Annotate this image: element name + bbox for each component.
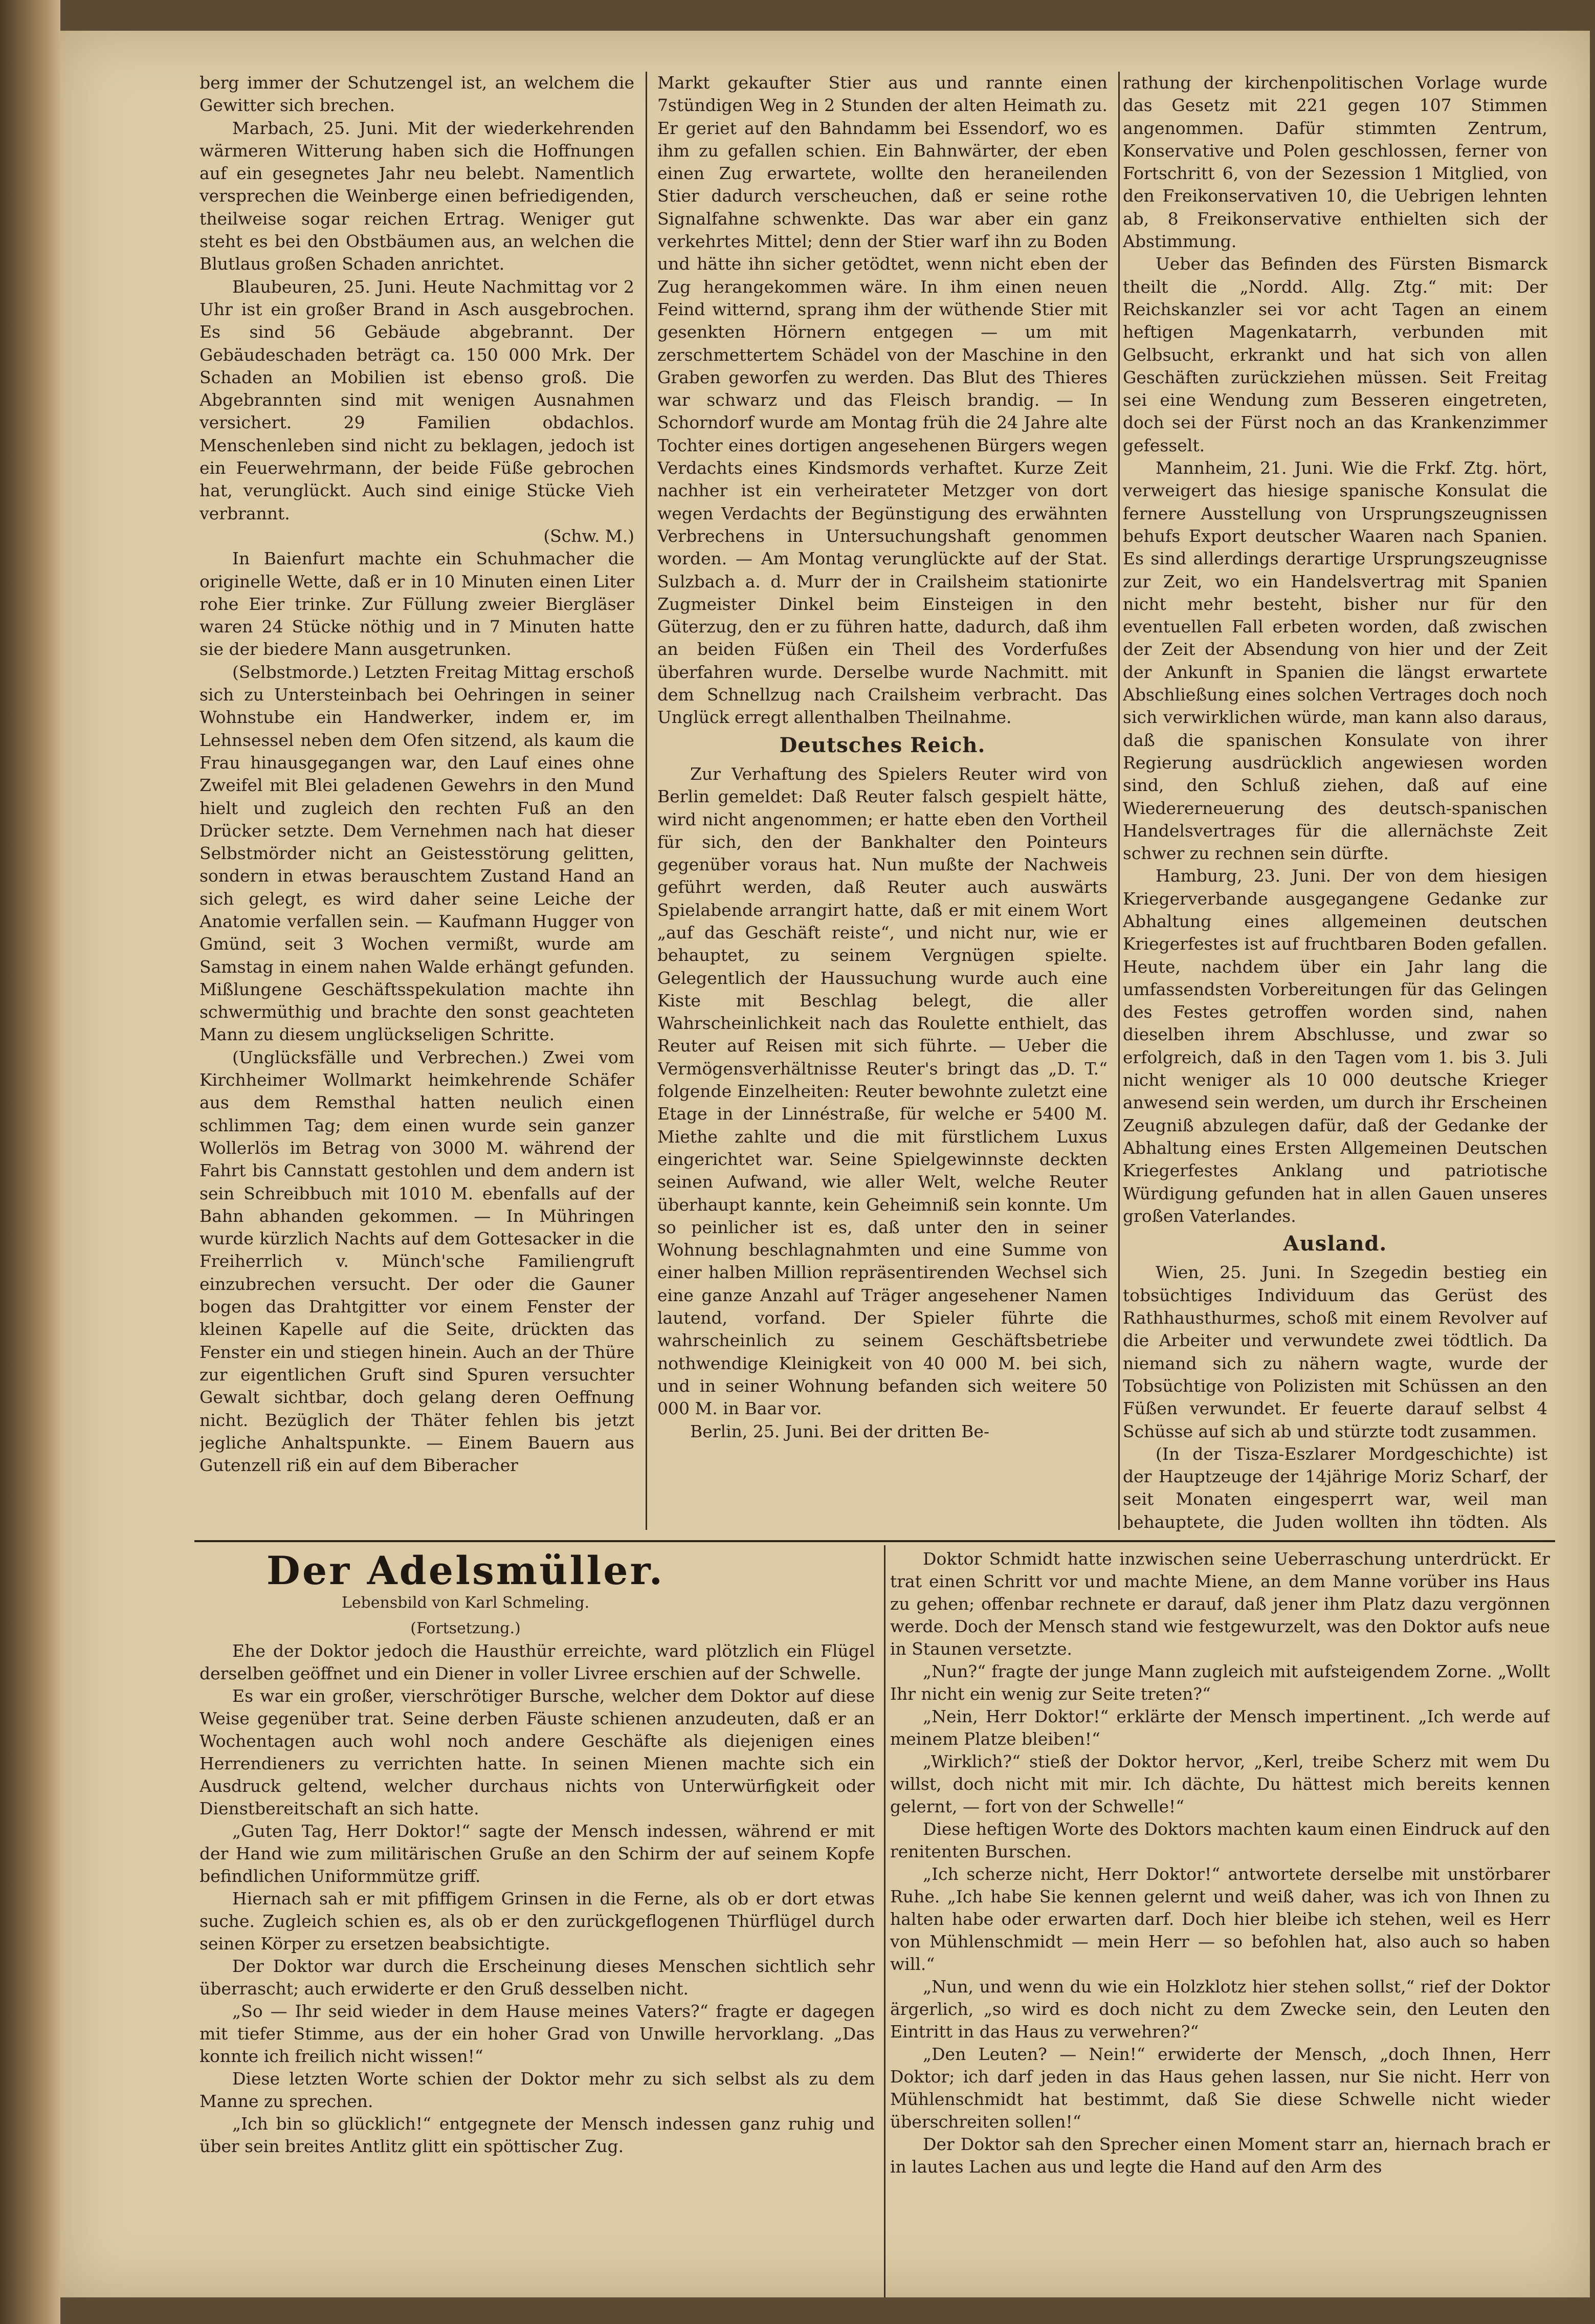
article-paragraph: (In der Tisza-Eszlarer Mordgeschichte) ist der Hauptzeuge der 14jährige Moriz Scharf, der seit Monaten eingesperrt war, weil man behauptete, die Juden wollten ihn tödten. Als — [1123, 1443, 1547, 1532]
article-paragraph: Zur Verhaftung des Spielers Reuter wird von Berlin gemeldet: Daß Reuter falsch gespielt hätte, wird nicht angenommen; er hatte eben den Vortheil für sich, den der Bankhalter den Pointeurs gegenüber voraus hat. Nun mußte der Nachweis geführt werden, daß Reuter auch auswärts Spielabende arrangirt hatte, daß er mit einem Wort „auf das Geschäft reiste“, und nicht nur, wie er behauptet, zu seinem Vergnügen spielte. Gelegentlich der Haussuchung wurde auch eine Kiste mit Beschlag belegt, die aller Wahrscheinlichkeit nach das Roulette enthielt, das Reuter auf Reisen mit sich führte. — Ueber die Vermögensverhältnisse Reuter's bringt das „D. T.“ folgende Einzelheiten: Reuter bewohnte zuletzt eine Etage in der Linnéstraße, für welche er 5400 M. Miethe zahlte und die mit fürstlichem Luxus eingerichtet war. Seine Spielgewinnste deckten seinen Aufwand, wie aller Welt, welche Reuter überhaupt kannte, kein Geheimniß sein konnte. Um so peinlicher ist es, daß unter den in seiner Wohnung beschlagnahmten und eine Summe von einer halben Million repräsentirenden Wechsel sich eine ganze Anzahl auf Träger angesehener Namen lautend, vorfand. Der Spieler führte die wahrscheinlich zu seinem Geschäftsbetriebe nothwendige Kleinigkeit von 40 000 M. bei sich, und in seiner Wohnung befanden sich weitere 50 000 M. in Baar vor. — [657, 763, 1107, 1419]
article-paragraph: Mannheim, 21. Juni. Wie die Frkf. Ztg. hört, verweigert das hiesige spanische Konsulat die fernere Ausstellung von Ursprungszeugnissen behufs Export deutscher Waaren nach Spanien. Es sind allerdings derartige Ursprungszeugnisse zur Zeit, wo ein Handelsvertrag mit Spanien nicht mehr besteht, bisher nur für den eventuellen Fall erbeten worden, daß zwischen der Zeit der Absendung von hier und der Zeit der Ankunft in Spanien die längst erwartete Abschließung eines solchen Vertrages doch noch sich verwirklichen würde, man kann also daraus, daß die spanischen Konsulate von ihrer Regierung ausdrücklich angewiesen worden sind, den Schluß ziehen, daß auf eine Wiedererneuerung des deutsch-spanischen Handelsvertrages für die allernächste Zeit schwer zu rechnen sein dürfte. — [1123, 458, 1547, 864]
column-1 — [200, 72, 634, 1535]
article-paragraph: Markt gekaufter Stier aus und rannte einen 7stündigen Weg in 2 Stunden der alten Heimath zu. Er geriet auf den Bahndamm bei Essendorf, wo es ihm zu gefallen schien. Ein Bahnwärter, der eben einen Zug erwartete, wollte den heraneilenden Stier dadurch verscheuchen, daß er seine rothe Signalfahne schwenkte. Das war aber ein ganz verkehrtes Mittel; denn der Stier warf ihn zu Boden und hätte ihn sicher getödtet, wenn nicht eben der Zug herangekommen wäre. In ihm einen neuen Feind witternd, sprang ihm der wüthende Stier mit gesenkten Hörnern entgegen — um mit zerschmettertem Schädel von der Maschine in den Graben geworfen zu werden. Das Blut des Thieres war schwarz und das Fleisch brandig. — In Schorndorf wurde am Montag früh die 24 Jahre alte Tochter eines dortigen angesehenen Bürgers wegen Verdachts eines Kindsmords verhaftet. Kurze Zeit nachher ist ein verheirateter Metzger von dort wegen Verdachts der Begünstigung des erwähnten Verbrechens in Untersuchungshaft genommen worden. — Am Montag verunglückte auf der Stat. Sulzbach a. d. Murr der in Crailsheim stationirte Zugmeister Dinkel beim Einsteigen in den Güterzug, den er zu führen hatte, dadurch, daß ihm an beiden Füßen ein Theil des Vorderfußes überfahren wurde. Derselbe wurde Nachmitt. mit dem Schnellzug nach Crailsheim verbracht. Das Unglück erregt allenthalben Theilnahme. — [657, 73, 1107, 728]
story-paragraph: Der Doktor sah den Sprecher einen Moment starr an, hiernach brach er in lautes Lachen aus und legte die Hand auf den Arm des — [890, 2134, 1550, 2177]
column-divider — [1118, 72, 1120, 1530]
article-paragraph: (Selbstmorde.) Letzten Freitag Mittag erschoß sich zu Untersteinbach bei Oehringen in seiner Wohnstube ein Handwerker, indem er, im Lehnsessel neben dem Ofen sitzend, als kaum die Frau hinausgegangen war, den Lauf eines ohne Zweifel mit Blei geladenen Gewehrs in den Mund hielt und zugleich den rechten Fuß an den Drücker setzte. Dem Vernehmen nach hat dieser Selbstmörder nicht an Geistesstörung gelitten, sondern in etwas berauschtem Zustand Hand an sich gelegt, es wird daher seine Leiche der Anatomie verfallen sein. — Kaufmann Hugger von Gmünd, seit 3 Wochen vermißt, wurde am Samstag in einem nahen Walde erhängt gefunden. Mißlungene Geschäftsspekulation machte ihn schwermüthig und brachte den sonst geachteten Mann zu diesem unglückseligen Schritte. — [200, 662, 634, 1045]
column-3 — [1123, 72, 1547, 1535]
book-spine — [0, 0, 60, 2324]
article-paragraph: In Baienfurt machte ein Schuhmacher die originelle Wette, daß er in 10 Minuten einen Liter rohe Eier trinke. Zur Füllung zweier Biergläser waren 24 Stücke nöthig und in 7 Minuten hatte sie der biedere Mann ausgetrunken. — [200, 549, 634, 660]
column-divider — [646, 72, 647, 1530]
story-paragraph: „So — Ihr seid wieder in dem Hause meines Vaters?“ fragte er dagegen mit tiefer Stimme, aus der ein hoher Grad von Unwille hervorklang. „Das konnte ich freilich nicht wissen!“ — [200, 2001, 875, 2066]
story-divider — [884, 1545, 885, 2297]
story-paragraph: Doktor Schmidt hatte inzwischen seine Ueberraschung unterdrückt. Er trat einen Schritt vor und machte Miene, an dem Manne vorüber ins Haus zu gehen; offenbar rechnete er darauf, daß jener ihm Platz dazu vergönnen werde. Doch der Mensch stand wie festgewurzelt, was den Doktor aufs neue in Staunen versetzte. — [890, 1549, 1550, 1659]
story-paragraph: „Guten Tag, Herr Doktor!“ sagte der Mensch indessen, während er mit der Hand wie zum militärischen Gruße an den Schirm der auf seinem Kopfe befindlichen Uniformmütze griff. — [200, 1821, 875, 1886]
story-paragraph: „Den Leuten? — Nein!“ erwiderte der Mensch, „doch Ihnen, Herr Doktor; ich darf jeden in das Haus gehen lassen, nur Sie nicht. Herr von Mühlenschmidt hat bestimmt, daß Sie diese Schwelle nicht wieder überschreiten sollen!“ — [890, 2044, 1550, 2132]
article-paragraph: Hamburg, 23. Juni. Der von dem hiesigen Kriegerverbande ausgegangene Gedanke zur Abhaltung eines allgemeinen deutschen Kriegerfestes ist auf fruchtbaren Boden gefallen. Heute, nachdem über ein Jahr lang die umfassendsten Vorbereitungen für das Gelingen des Festes getroffen worden sind, nahen dieselben ihrem Abschlusse, und zwar so erfolgreich, daß in den Tagen vom 1. bis 3. Juli nicht weniger als 10 000 deutsche Krieger anwesend sein werden, um durch ihr Erscheinen Zeugniß abzulegen dafür, daß der Gedanke der Abhaltung eines Ersten Allgemeinen Deutschen Kriegerfestes Anklang und patriotische Würdigung gefunden hat in allen Gauen unseres großen Vaterlandes. — [1123, 866, 1547, 1226]
feuilleton-divider — [194, 1540, 1555, 1542]
story-column-right — [890, 1548, 1550, 2300]
story-paragraph: Der Doktor war durch die Erscheinung dieses Menschen sichtlich sehr überrascht; auch erwiderte er den Gruß desselben nicht. — [200, 1956, 875, 1999]
story-column-left — [200, 1640, 875, 2300]
column-2 — [657, 72, 1107, 1535]
story-title: Der Adelsmüller. — [266, 1548, 665, 1593]
story-paragraph: Diese heftigen Worte des Doktors machten kaum einen Eindruck auf den renitenten Burschen. — [890, 1819, 1550, 1861]
article-paragraph: Blaubeuren, 25. Juni. Heute Nachmittag vor 2 Uhr ist ein großer Brand in Asch ausgebrochen. Es sind 56 Gebäude abgebrannt. Der Gebäudeschaden beträgt ca. 150 000 Mrk. Der Schaden an Mobilien ist ebenso groß. Die Abgebrannten sind mit wenigen Ausnahmen versichert. 29 Familien obdachlos. Menschenleben sind nicht zu beklagen, jedoch ist ein Feuerwehrmann, der beide Füße gebrochen hat, verunglückt. Auch sind einige Stücke Vieh verbrannt. — [200, 276, 634, 523]
section-heading: Ausland. — [1283, 1232, 1387, 1256]
story-paragraph: „Nun, und wenn du wie ein Holzklotz hier stehen sollst,“ rief der Doktor ärgerlich, „so wird es doch nicht zu dem Zwecke sein, den Leuten den Eintritt in das Haus zu verwehren?“ — [890, 1977, 1550, 2042]
story-paragraph: Hiernach sah er mit pfiffigem Grinsen in die Ferne, als ob er dort etwas suche. Zugleich schien es, als ob er den zurückgeflogenen Thürflügel durch seinen Körper zu ersetzen beabsichtigte. — [200, 1889, 875, 1954]
story-paragraph: „Wirklich?“ stieß der Doktor hervor, „Kerl, treibe Scherz mit wem Du willst, doch nicht mit mir. Ich dächte, Du hättest mich bereits kennen gelernt, — fort von der Schwelle!“ — [890, 1751, 1550, 1816]
story-continued-note: (Fortsetzung.) — [410, 1619, 521, 1637]
article-paragraph: Wien, 25. Juni. In Szegedin bestieg ein tobsüchtiges Individuum das Gerüst des Rathhausthurmes, schoß mit einem Revolver auf die Arbeiter und verwundete zwei tödtlich. Da niemand sich zu nähern wagte, wurde der Tobsüchtige von Polizisten mit Schüssen an den Füßen verwundet. Er feuerte darauf selbst 4 Schüsse auf sich ab und stürzte todt zusammen. — [1123, 1262, 1547, 1441]
source-credit: (Schw. M.) — [543, 525, 634, 546]
story-paragraph: „Nein, Herr Doktor!“ erklärte der Mensch impertinent. „Ich werde auf meinem Platze bleiben!“ — [890, 1706, 1550, 1749]
article-paragraph: Marbach, 25. Juni. Mit der wiederkehrenden wärmeren Witterung haben sich die Hoffnungen auf ein gesegnetes Jahr neu belebt. Namentlich versprechen die Weinberge einen befriedigenden, theilweise sogar reichen Ertrag. Weniger gut steht es bei den Obstbäumen aus, an welchen die Blutlaus großen Schaden anrichtet. — [200, 118, 634, 274]
article-paragraph: berg immer der Schutzengel ist, an welchem die Gewitter sich brechen. — [200, 73, 634, 116]
article-paragraph: Ueber das Befinden des Fürsten Bismarck theilt die „Nordd. Allg. Ztg.“ mit: Der Reichskanzler sei vor acht Tagen an einem heftigen Magenkatarrh, verbunden mit Gelbsucht, erkrankt und hat sich von allen Geschäften zurückziehen müssen. Seit Freitag sei eine Wendung zum Besseren eingetreten, doch sei der Fürst noch an das Krankenzimmer gefesselt. — [1123, 254, 1547, 455]
story-paragraph: „Ich bin so glücklich!“ entgegnete der Mensch indessen ganz ruhig und über sein breites Antlitz glitt ein spöttischer Zug. — [200, 2114, 875, 2156]
story-paragraph: Ehe der Doktor jedoch die Hausthür erreichte, ward plötzlich ein Flügel derselben geöffnet und ein Diener in voller Livree erschien auf der Schwelle. — [200, 1641, 875, 1683]
article-paragraph: (Unglücksfälle und Verbrechen.) Zwei vom Kirchheimer Wollmarkt heimkehrende Schäfer aus dem Remsthal hatten neulich einen schlimmen Tag; dem einen wurde sein ganzer Wollerlös im Betrag von 3000 M. während der Fahrt bis Cannstatt gestohlen und dem andern ist sein Schreibbuch mit 1010 M. ebenfalls auf der Bahn abhanden gekommen. — In Mühringen wurde kürzlich Nachts auf dem Gottesacker in die Freiherrlich v. Münch'sche Familiengruft einzubrechen versucht. Der oder die Gauner bogen das Drahtgitter vor einem Fenster der kleinen Kapelle auf die Seite, drückten das Fenster ein und stiegen hinein. Auch an der Thüre zur eigentlichen Gruft sind Spuren versuchter Gewalt sichtbar, doch gelang deren Oeffnung nicht. Bezüglich der Thäter fehlen bis jetzt jegliche Anhaltspunkte. — Einem Bauern aus Gutenzell riß ein auf dem Biberacher — [200, 1047, 634, 1476]
story-author: Lebensbild von Karl Schmeling. — [341, 1594, 590, 1612]
story-paragraph: Diese letzten Worte schien der Doktor mehr zu sich selbst als zu dem Manne zu sprechen. — [200, 2069, 875, 2111]
article-paragraph: rathung der kirchenpolitischen Vorlage wurde das Gesetz mit 221 gegen 107 Stimmen angenommen. Dafür stimmten Zentrum, Konservative und Polen geschlossen, ferner von Fortschritt 6, von der Sezession 1 Mitglied, von den Freikonservativen 10, die Uebrigen lehnten ab, 8 Freikonservative enthielten sich der Abstimmung. — [1123, 73, 1547, 252]
story-paragraph: „Nun?“ fragte der junge Mann zugleich mit aufsteigendem Zorne. „Wollt Ihr nicht ein wenig zur Seite treten?“ — [890, 1661, 1550, 1704]
story-paragraph: Es war ein großer, vierschrötiger Bursche, welcher dem Doktor auf diese Weise gegenüber trat. Seine derben Fäuste schienen anzudeuten, daß er an Wochentagen auch wohl noch andere Geschäfte als diejenigen eines Herrendieners zu verrichten hatte. In seinen Mienen machte sich ein Ausdruck geltend, welcher durchaus nichts von Unterwürfigkeit oder Dienstbereitschaft an sich hatte. — [200, 1686, 875, 1818]
story-paragraph: „Ich scherze nicht, Herr Doktor!“ antwortete derselbe mit unstörbarer Ruhe. „Ich habe Sie kennen gelernt und weiß daher, was ich von Ihnen zu halten habe oder erwarten darf. Doch hier bleibe ich stehen, weil es Herr von Mühlenschmidt — mein Herr — so befohlen hat, also auch so haben will.“ — [890, 1864, 1550, 1974]
section-heading: Deutsches Reich. — [779, 733, 986, 757]
article-paragraph: Berlin, 25. Juni. Bei der dritten Be- — [690, 1421, 990, 1441]
